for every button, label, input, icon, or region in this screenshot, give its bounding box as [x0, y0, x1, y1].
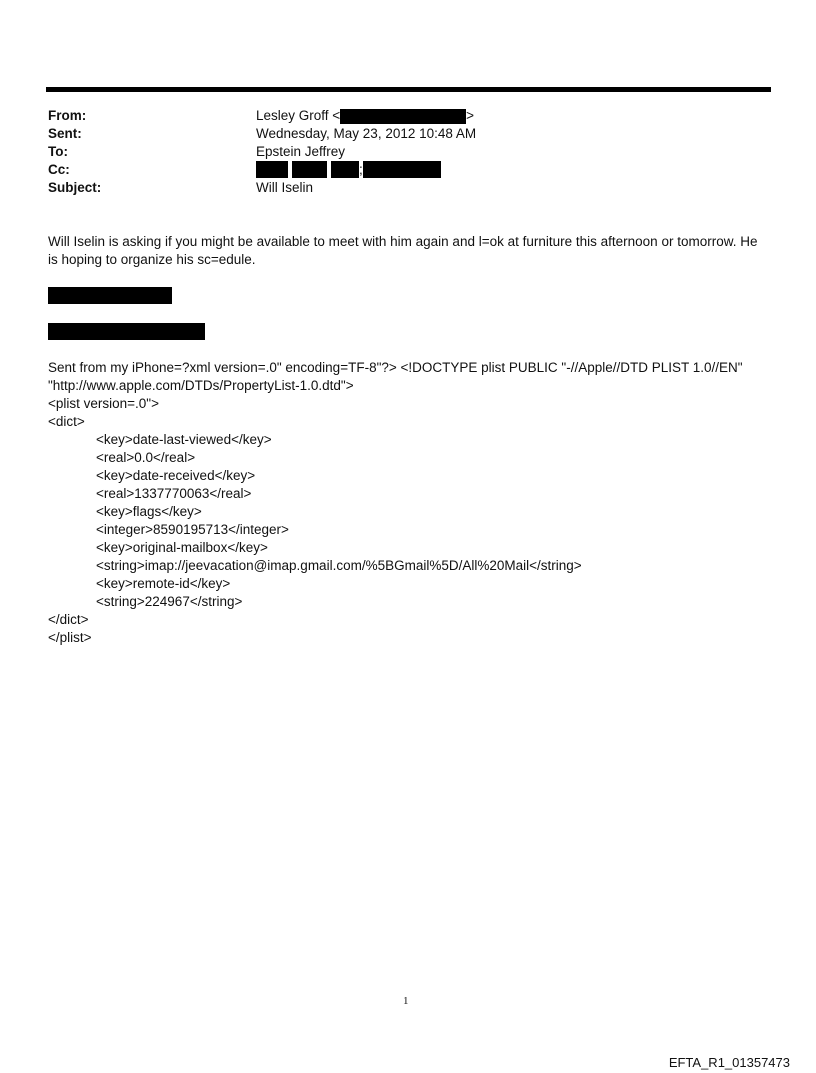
redacted-email — [340, 109, 466, 124]
document-id: EFTA_R1_01357473 — [668, 1055, 790, 1070]
message-line-1: Will Iselin is asking if you might be available to meet with him again and l=ok at furniture this afternoon or tomorrow. He — [48, 234, 758, 249]
from-suffix: > — [466, 108, 475, 123]
from-name: Lesley Groff < — [256, 108, 341, 123]
header-rule — [46, 87, 771, 92]
cc-separator: ; — [359, 162, 363, 177]
to-label: To: — [48, 144, 68, 159]
page-number: 1 — [403, 995, 409, 1007]
redacted-cc-3 — [331, 161, 359, 178]
redacted-cc-1 — [256, 161, 288, 178]
plist-line: <string>224967</string> — [96, 594, 243, 609]
from-value — [256, 107, 474, 125]
redacted-signature-2 — [48, 323, 205, 340]
plist-line: <real>1337770063</real> — [96, 486, 252, 501]
plist-line: <real>0.0</real> — [96, 450, 196, 465]
cc-label: Cc: — [48, 162, 70, 177]
plist-line: </plist> — [48, 630, 92, 645]
redacted-signature-1 — [48, 287, 172, 304]
dtd-line: "http://www.apple.com/DTDs/PropertyList-1.0.dtd"> — [48, 378, 354, 393]
subject-value: Will Iselin — [256, 180, 314, 195]
plist-line: <string>imap://jeevacation@imap.gmail.com/%5BGmail%5D/All%20Mail</string> — [96, 558, 582, 573]
subject-label: Subject: — [48, 180, 102, 195]
plist-line: <key>flags</key> — [96, 504, 202, 519]
message-line-2: is hoping to organize his sc=edule. — [48, 252, 256, 267]
plist-line: <integer>8590195713</integer> — [96, 522, 289, 537]
plist-line: <key>date-last-viewed</key> — [96, 432, 272, 447]
redacted-cc-2 — [292, 161, 327, 178]
plist-line: <key>date-received</key> — [96, 468, 256, 483]
to-value: Epstein Jeffrey — [256, 144, 346, 159]
from-label: From: — [48, 108, 87, 123]
plist-line: <dict> — [48, 414, 85, 429]
sent-label: Sent: — [48, 126, 82, 141]
plist-line: <key>original-mailbox</key> — [96, 540, 268, 555]
sent-from-line: Sent from my iPhone=?xml version=.0" encoding=TF-8"?> <!DOCTYPE plist PUBLIC "-//Apple//DTD PLIST 1.0//EN" — [48, 360, 743, 375]
plist-line: <plist version=.0"> — [48, 396, 159, 411]
redacted-cc-4 — [363, 161, 441, 178]
sent-value: Wednesday, May 23, 2012 10:48 AM — [256, 126, 477, 141]
plist-line: </dict> — [48, 612, 89, 627]
cc-value — [256, 161, 441, 179]
plist-line: <key>remote-id</key> — [96, 576, 231, 591]
